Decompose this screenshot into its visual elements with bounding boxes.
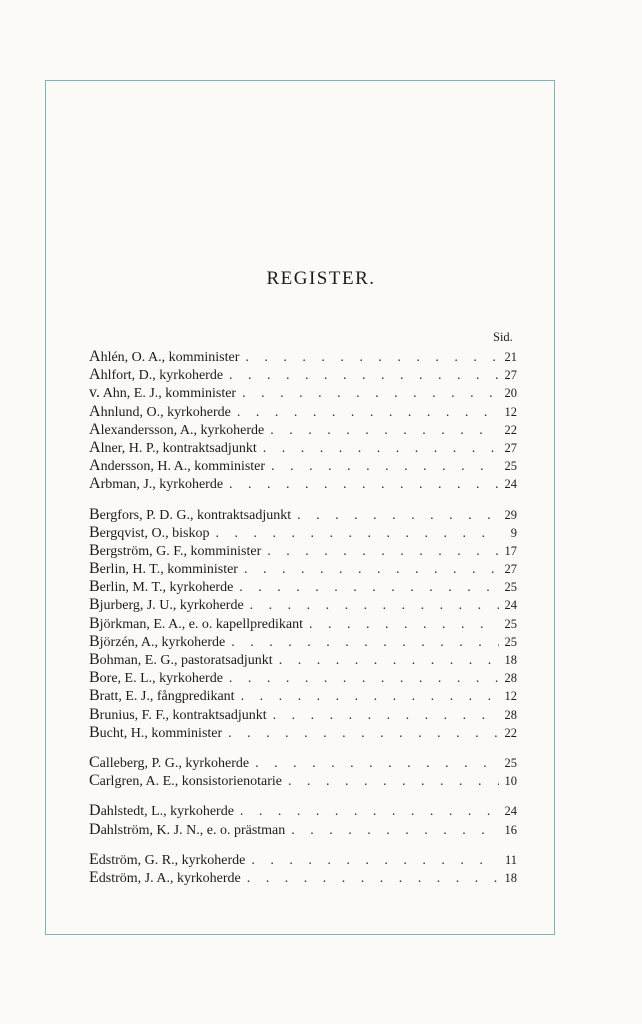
leader-dots [238, 562, 499, 578]
leader-dots [273, 653, 499, 669]
leader-dots [234, 804, 499, 820]
entry-name: Andersson, H. A., komminister [89, 457, 266, 475]
entry-name: Bergström, G. F., komminister [89, 541, 262, 559]
register-entry [89, 615, 517, 633]
leader-dots [225, 635, 499, 651]
entry-page-number: 24 [504, 598, 517, 613]
register-entry [89, 348, 517, 366]
entry-name: Ahnlund, O., kyrkoherde [89, 402, 231, 420]
entry-page-number: 27 [504, 368, 517, 383]
entry-name: Berlin, M. T., kyrkoherde [89, 578, 234, 596]
register-group [89, 802, 517, 838]
entry-page-number: 24 [504, 804, 517, 819]
entry-name: Brunius, F. F., kontraktsadjunkt [89, 705, 267, 723]
leader-dots [233, 580, 499, 596]
leader-dots [235, 689, 499, 705]
entry-page-number: 11 [504, 852, 517, 867]
entry-name: Dahlstedt, L., kyrkoherde [89, 802, 234, 820]
entry-name: Carlgren, A. E., konsistorienotarie [89, 772, 283, 790]
leader-dots [223, 477, 499, 493]
entry-page-number: 18 [504, 653, 517, 667]
entry-name: Ahlén, O. A., komminister [89, 348, 240, 365]
register-entry [89, 802, 517, 820]
entry-page-number: 25 [504, 459, 517, 474]
leader-dots [265, 459, 499, 475]
entry-page-number: 25 [504, 755, 517, 770]
register-entry [89, 524, 517, 542]
register-entry [89, 851, 517, 869]
entry-name: Edström, G. R., kyrkoherde [89, 850, 246, 868]
entry-name: Arbman, J., kyrkoherde [89, 475, 224, 493]
entry-page-number: 25 [504, 616, 517, 631]
page-column-header: Sid. [493, 330, 513, 344]
leader-dots [244, 598, 499, 614]
register-entry [89, 542, 517, 560]
register-entry [89, 384, 517, 402]
entry-page-number: 28 [504, 707, 517, 722]
entry-name: Ahlfort, D., kyrkoherde [89, 366, 224, 384]
leader-dots [245, 853, 499, 869]
entry-name: Bore, E. L., kyrkoherde [89, 669, 223, 687]
entry-page-number: 16 [504, 822, 517, 837]
leader-dots [241, 871, 499, 887]
entry-page-number: 27 [504, 562, 517, 577]
entry-name: Bergfors, P. D. G., kontraktsadjunkt [89, 505, 292, 523]
entry-name: Dahlström, K. J. N., e. o. prästman [89, 820, 286, 838]
register-entry [89, 403, 517, 421]
entry-page-number: 27 [504, 440, 517, 455]
entry-name: Björkman, E. A., e. o. kapellpredikant [89, 614, 304, 632]
register-entry [89, 669, 517, 687]
leader-dots [257, 441, 499, 457]
entry-name: Calleberg, P. G., kyrkoherde [89, 753, 250, 771]
register-group [89, 506, 517, 742]
entry-name: Alner, H. P., kontraktsadjunkt [89, 438, 257, 456]
register-entry [89, 421, 517, 439]
entry-page-number: 21 [504, 350, 517, 364]
register-entry [89, 633, 517, 651]
register-entry [89, 687, 517, 705]
leader-dots [267, 708, 499, 724]
leader-dots [239, 350, 499, 366]
leader-dots [236, 386, 499, 402]
register-group [89, 851, 517, 887]
entry-page-number: 17 [504, 543, 517, 558]
leader-dots [222, 726, 499, 742]
register-entry [89, 439, 517, 457]
entry-page-number: 12 [504, 404, 517, 419]
entry-page-number: 10 [504, 774, 517, 789]
entry-name: Bjurberg, J. U., kyrkoherde [89, 596, 244, 614]
entry-page-number: 12 [504, 689, 517, 704]
entry-page-number: 20 [504, 386, 517, 401]
register-group [89, 754, 517, 790]
register-group [89, 348, 517, 494]
leader-dots [285, 823, 499, 839]
leader-dots [209, 526, 499, 542]
entry-name: Bratt, E. J., fångpredikant [89, 687, 235, 705]
register-entry [89, 578, 517, 596]
leader-dots [291, 508, 499, 524]
register-entry [89, 754, 517, 772]
register-entry [89, 560, 517, 578]
entry-page-number: 25 [504, 580, 517, 595]
entry-page-number: 25 [504, 634, 517, 649]
register-entry [89, 457, 517, 475]
page-title: REGISTER. [266, 268, 376, 289]
leader-dots [303, 617, 499, 633]
register-entry [89, 706, 517, 724]
entry-name: Bergqvist, O., biskop [89, 523, 210, 541]
register-entry [89, 366, 517, 384]
leader-dots [231, 405, 499, 421]
leader-dots [282, 774, 499, 790]
register-entry [89, 772, 517, 790]
register-entry [89, 506, 517, 524]
entry-name: Edström, J. A., kyrkoherde [89, 868, 241, 886]
leader-dots [249, 756, 499, 772]
entry-name: v. Ahn, E. J., komminister [89, 384, 237, 402]
entry-name: Björzén, A., kyrkoherde [89, 632, 226, 650]
register-entry [89, 475, 517, 493]
entry-page-number: 24 [504, 477, 517, 492]
register-entry [89, 596, 517, 614]
entry-page-number: 22 [504, 725, 517, 740]
leader-dots [223, 671, 499, 687]
entry-page-number: 29 [504, 507, 517, 522]
leader-dots [264, 423, 499, 439]
register-entry [89, 724, 517, 742]
entry-page-number: 28 [504, 671, 517, 686]
register-entry [89, 869, 517, 887]
leader-dots [261, 544, 499, 560]
register-list [89, 348, 517, 899]
entry-page-number: 9 [510, 525, 517, 540]
leader-dots [223, 368, 499, 384]
register-entry [89, 651, 517, 669]
entry-name: Alexandersson, A., kyrkoherde [89, 420, 265, 438]
entry-page-number: 22 [504, 422, 517, 437]
entry-name: Bucht, H., komminister [89, 723, 223, 741]
entry-name: Berlin, H. T., komminister [89, 560, 238, 578]
register-entry [89, 821, 517, 839]
entry-page-number: 18 [504, 870, 517, 885]
entry-name: Bohman, E. G., pastoratsadjunkt [89, 651, 273, 668]
